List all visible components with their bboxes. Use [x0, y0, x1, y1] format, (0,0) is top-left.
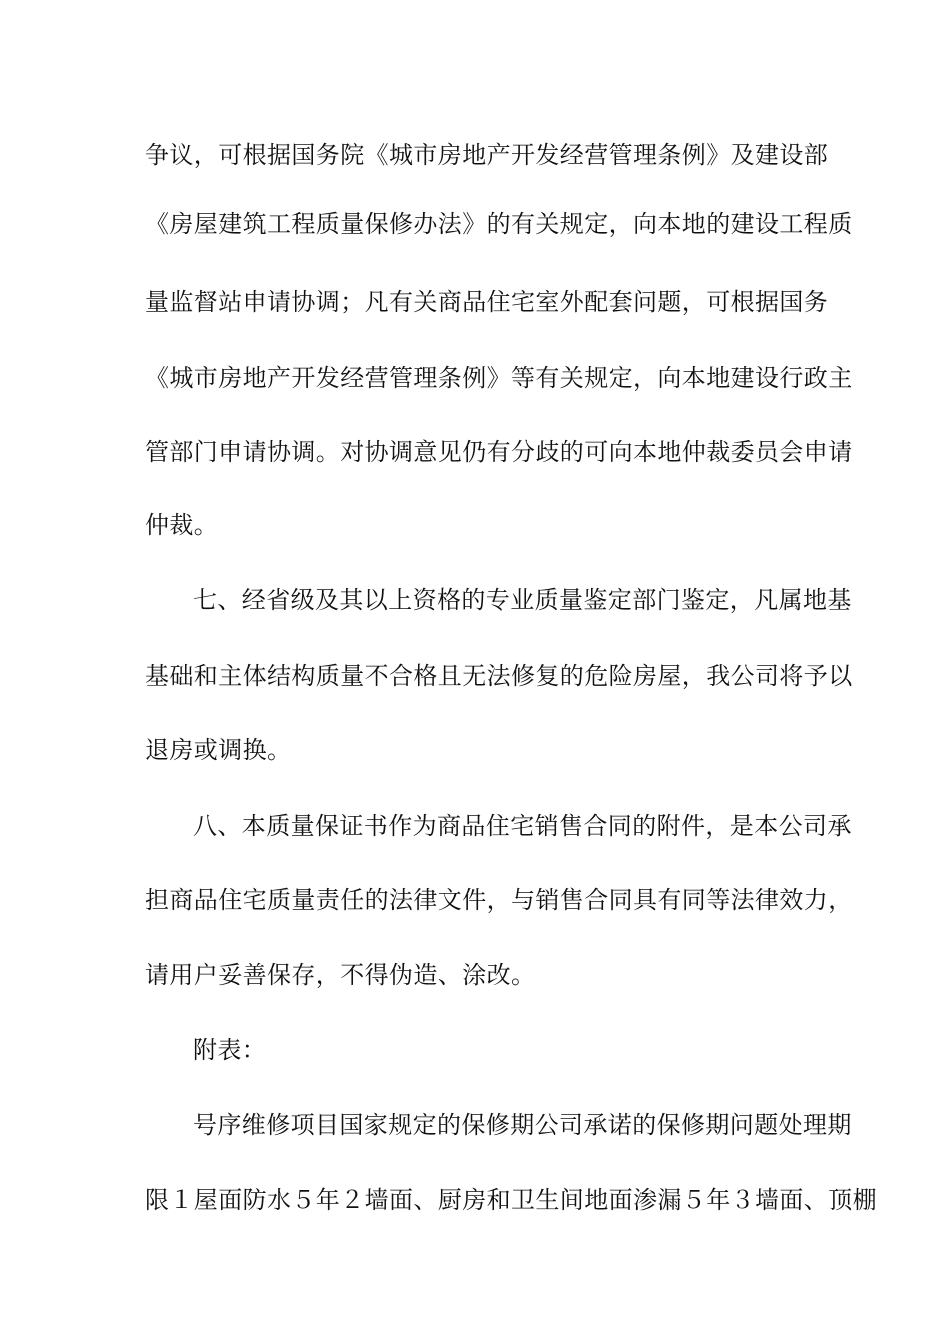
paragraph-line: 基础和主体结构质量不合格且无法修复的危险房屋，我公司将予以	[145, 662, 853, 690]
paragraph-line: 争议，可根据国务院《城市房地产开发经营管理条例》及建设部	[145, 141, 829, 169]
clause-eight-line: 八、本质量保证书作为商品住宅销售合同的附件，是本公司承	[193, 812, 852, 840]
paragraph-line: 请用户妥善保存，不得伪造、涂改。	[145, 961, 536, 989]
table-text-line: 限１屋面防水５年２墙面、厨房和卫生间地面渗漏５年３墙面、顶棚	[145, 1186, 877, 1214]
paragraph-line: 仲裁。	[145, 511, 219, 539]
table-text-line: 号序维修项目国家规定的保修期公司承诺的保修期问题处理期	[193, 1111, 852, 1139]
paragraph-line: 量监督站申请协调；凡有关商品住宅室外配套问题，可根据国务	[145, 288, 829, 316]
paragraph-line: 担商品住宅质量责任的法律文件，与销售合同具有同等法律效力，	[145, 886, 853, 914]
paragraph-line: 退房或调换。	[145, 736, 292, 764]
paragraph-line: 《城市房地产开发经营管理条例》等有关规定，向本地建设行政主	[145, 364, 853, 392]
paragraph-line: 管部门申请协调。对协调意见仍有分歧的可向本地仲裁委员会申请	[145, 438, 853, 466]
appendix-heading: 附表：	[193, 1036, 267, 1064]
clause-seven-line: 七、经省级及其以上资格的专业质量鉴定部门鉴定，凡属地基	[193, 586, 852, 614]
paragraph-line: 《房屋建筑工程质量保修办法》的有关规定，向本地的建设工程质	[145, 210, 853, 238]
